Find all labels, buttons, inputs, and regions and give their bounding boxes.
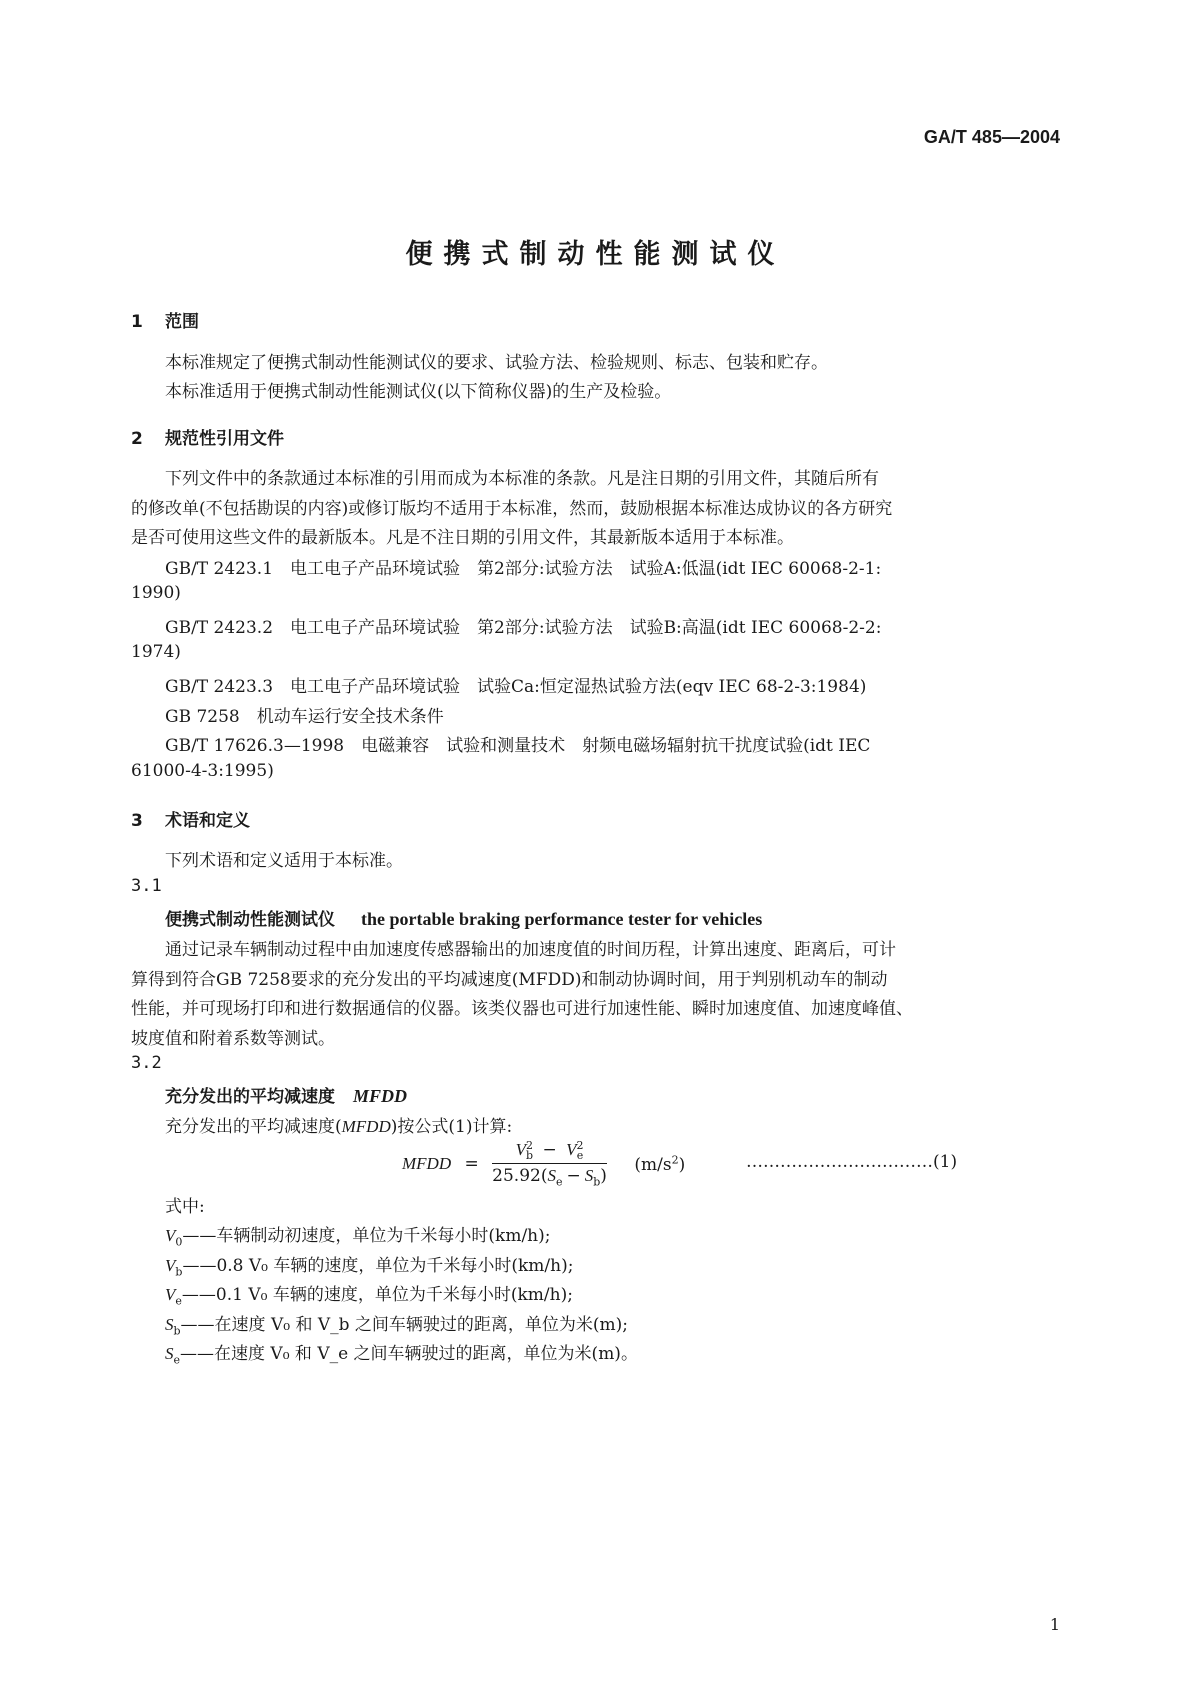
- variable-subscript: b: [175, 1265, 183, 1279]
- standard-code: GA/T 485—2004: [923, 127, 1060, 147]
- symbol: S: [584, 1165, 594, 1185]
- variable-definition: [165, 1310, 628, 1337]
- reference-item: GB/T 2423.1 电工电子产品环境试验 第2部分:试验方法 试验A:低温(idt IEC 60068-2-1:: [165, 559, 882, 579]
- variable-subscript: e: [175, 1294, 182, 1308]
- definition-line: 算得到符合GB 7258要求的充分发出的平均减速度(MFDD)和制动协调时间，用于判别机动车的制动: [131, 970, 888, 990]
- equation-number: (1): [933, 1152, 958, 1172]
- reference-item-cont: 1990): [131, 583, 181, 603]
- formula-1: [402, 1140, 685, 1188]
- reference-item: GB 7258 机动车运行安全技术条件: [165, 707, 444, 727]
- superscript: 2: [526, 1138, 534, 1152]
- variable-text: ——在速度 V₀ 和 V_b 之间车辆驶过的距离，单位为米(m);: [180, 1315, 629, 1335]
- section-number: 1: [131, 312, 143, 332]
- subscript: e: [555, 1174, 563, 1188]
- paragraph: 下列术语和定义适用于本标准。: [165, 851, 403, 871]
- variable-definition: [165, 1251, 573, 1278]
- subclause-number: 3.1: [131, 876, 162, 896]
- term-entry: [165, 1082, 407, 1107]
- formula-intro-text: 充分发出的平均减速度(: [165, 1117, 342, 1137]
- paragraph-line: 的修改单(不包括勘误的内容)或修订版均不适用于本标准，然而，鼓励根据本标准达成协议的各方研究: [131, 499, 893, 519]
- where-label: 式中:: [165, 1197, 205, 1217]
- subscript: b: [593, 1174, 601, 1188]
- variable-text: ——车辆制动初速度，单位为千米每小时(km/h);: [182, 1226, 551, 1246]
- term-chinese: 便携式制动性能测试仪: [165, 910, 335, 930]
- formula-intro-text: )按公式(1)计算:: [390, 1117, 513, 1137]
- paragraph: 本标准适用于便携式制动性能测试仪(以下简称仪器)的生产及检验。: [165, 382, 672, 402]
- document-title: 便携式制动性能测试仪: [405, 239, 786, 270]
- variable-text: ——0.1 V₀ 车辆的速度，单位为千米每小时(km/h);: [181, 1285, 573, 1305]
- formula-equals: =: [464, 1153, 479, 1174]
- formula-intro-abbr: MFDD: [341, 1117, 391, 1136]
- formula-denominator: [492, 1164, 607, 1188]
- variable-symbol: S: [165, 1344, 174, 1363]
- subscript: e: [576, 1148, 584, 1162]
- section-1-heading: [131, 307, 199, 332]
- unit-text: (m/s: [634, 1154, 672, 1175]
- term-abbreviation: MFDD: [353, 1086, 408, 1106]
- section-title: 术语和定义: [165, 811, 250, 831]
- formula-unit: [634, 1155, 685, 1175]
- symbol: V: [515, 1140, 526, 1159]
- formula-intro: [165, 1112, 512, 1137]
- reference-item-cont: 61000-4-3:1995): [131, 761, 274, 781]
- variable-subscript: b: [173, 1324, 181, 1338]
- term-english: the portable braking performance tester for vehicles: [361, 909, 763, 929]
- section-title: 范围: [165, 312, 199, 332]
- reference-item-cont: 1974): [131, 642, 181, 662]
- leader-dots: ……………………………: [746, 1152, 933, 1172]
- symbol: V: [566, 1140, 577, 1159]
- den-text: 25.92(: [492, 1165, 548, 1186]
- minus-sign: −: [566, 1165, 581, 1186]
- formula-numerator: [492, 1140, 607, 1164]
- variable-symbol: S: [165, 1315, 174, 1334]
- den-text: ): [600, 1165, 607, 1186]
- reference-item: GB/T 2423.2 电工电子产品环境试验 第2部分:试验方法 试验B:高温(idt IEC 60068-2-2:: [165, 618, 882, 638]
- variable-symbol: V: [165, 1285, 176, 1304]
- superscript: 2: [576, 1138, 584, 1152]
- symbol: S: [547, 1165, 556, 1185]
- definition-line: 通过记录车辆制动过程中由加速度传感器输出的加速度值的时间历程，计算出速度、距离后，可计: [165, 940, 896, 960]
- term-entry: [165, 905, 762, 930]
- section-2-heading: [131, 424, 284, 449]
- unit-superscript: 2: [671, 1153, 679, 1167]
- section-number: 2: [131, 429, 143, 449]
- paragraph: 本标准规定了便携式制动性能测试仪的要求、试验方法、检验规则、标志、包装和贮存。: [165, 353, 828, 373]
- variable-text: ——0.8 V₀ 车辆的速度，单位为千米每小时(km/h);: [182, 1256, 574, 1276]
- paragraph-line: 是否可使用这些文件的最新版本。凡是不注日期的引用文件，其最新版本适用于本标准。: [131, 528, 794, 548]
- variable-definition: [165, 1339, 638, 1366]
- variable-symbol: V: [165, 1226, 176, 1245]
- section-3-heading: [131, 806, 250, 831]
- paragraph-line: 下列文件中的条款通过本标准的引用而成为本标准的条款。凡是注日期的引用文件，其随后所有: [165, 469, 879, 489]
- definition-line: 性能，并可现场打印和进行数据通信的仪器。该类仪器也可进行加速性能、瞬时加速度值、加速度峰值、: [131, 999, 913, 1019]
- formula-lhs: MFDD: [402, 1153, 452, 1173]
- script: [576, 1138, 584, 1162]
- script: [526, 1138, 534, 1162]
- page-number: 1: [1049, 1615, 1060, 1634]
- term-chinese: 充分发出的平均减速度: [165, 1087, 335, 1107]
- reference-item: GB/T 2423.3 电工电子产品环境试验 试验Ca:恒定湿热试验方法(eqv IEC 68-2-3:1984): [165, 677, 867, 697]
- definition-line: 坡度值和附着系数等测试。: [131, 1029, 335, 1049]
- reference-item: GB/T 17626.3—1998 电磁兼容 试验和测量技术 射频电磁场辐射抗干扰度试验(idt IEC: [165, 736, 871, 756]
- formula-leader: [746, 1152, 957, 1172]
- variable-subscript: 0: [175, 1235, 183, 1249]
- unit-text: ): [678, 1154, 686, 1175]
- variable-text: ——在速度 V₀ 和 V_e 之间车辆驶过的距离，单位为米(m)。: [180, 1344, 638, 1364]
- minus-sign: −: [542, 1140, 557, 1160]
- section-number: 3: [131, 811, 143, 831]
- variable-definition: [165, 1280, 573, 1307]
- subscript: b: [526, 1148, 534, 1162]
- variable-symbol: V: [165, 1256, 176, 1275]
- formula-fraction: [492, 1140, 607, 1188]
- section-title: 规范性引用文件: [165, 429, 284, 449]
- subclause-number: 3.2: [131, 1053, 162, 1073]
- variable-subscript: e: [173, 1353, 181, 1367]
- variable-definition: [165, 1221, 550, 1248]
